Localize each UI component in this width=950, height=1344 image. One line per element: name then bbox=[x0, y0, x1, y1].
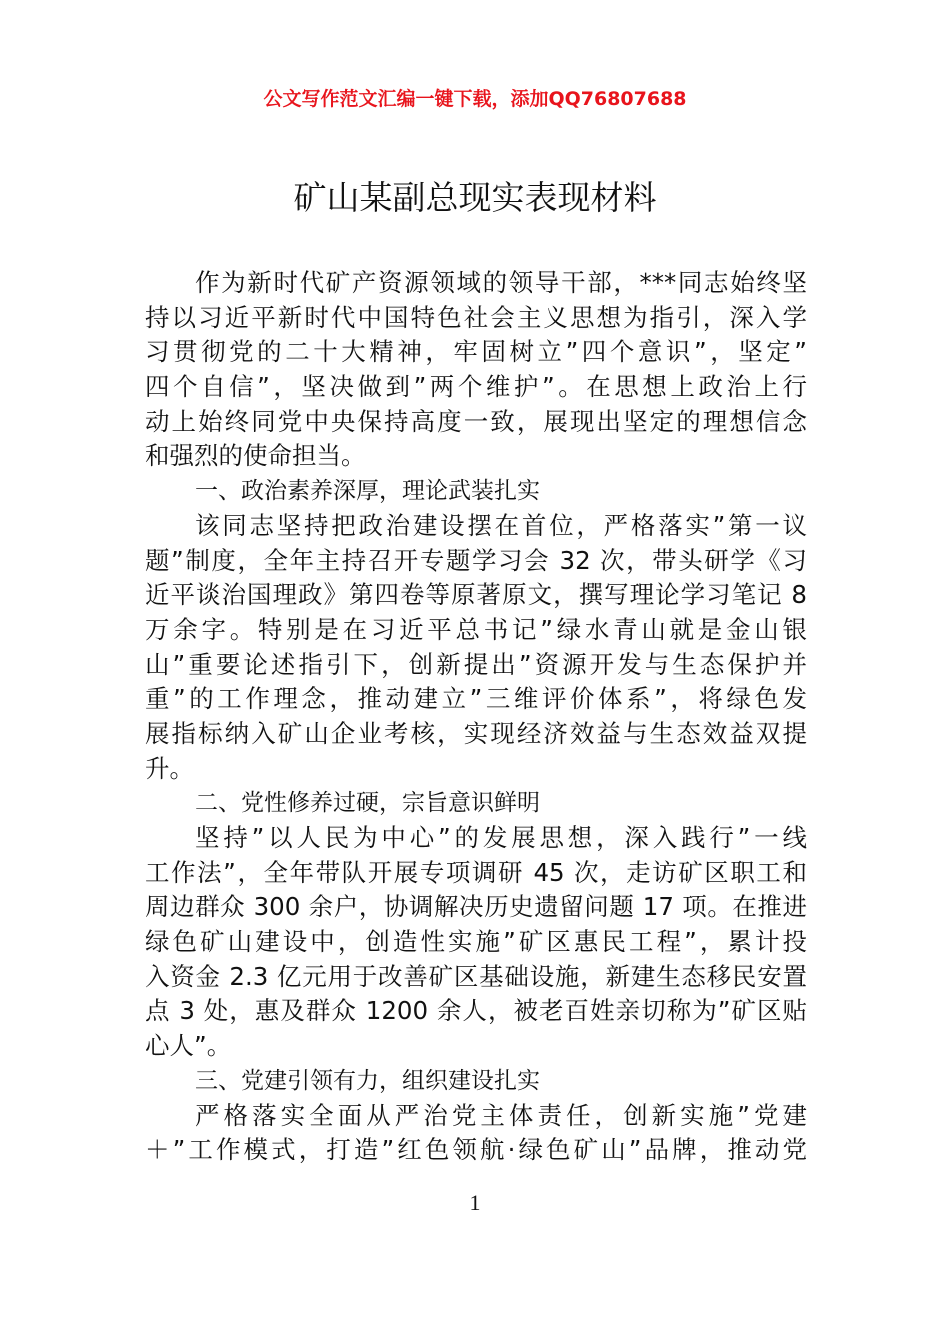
paragraph-line: 持以习近平新时代中国特色社会主义思想为指引，深入学 bbox=[145, 302, 807, 332]
paragraph-line: 题”制度，全年主持召开专题学习会 32 次，带头研学《习 bbox=[145, 545, 807, 575]
paragraph-line: 习贯彻党的二十大精神，牢固树立”四个意识”，坚定” bbox=[145, 337, 807, 367]
paragraph-line: 展指标纳入矿山企业考核，实现经济效益与生态效益双提 bbox=[145, 718, 807, 748]
paragraph-line: 重”的工作理念，推动建立”三维评价体系”，将绿色发 bbox=[145, 684, 807, 714]
document-body bbox=[145, 266, 807, 1168]
page-number: 1 bbox=[469, 1190, 481, 1215]
paragraph-line: 坚持”以人民为中心”的发展思想，深入践行”一线 bbox=[195, 823, 807, 852]
paragraph-line: 四个自信”，坚决做到”两个维护”。在思想上政治上行 bbox=[145, 372, 807, 402]
paragraph-line: 绿色矿山建设中，创造性实施”矿区惠民工程”，累计投 bbox=[145, 927, 807, 957]
paragraph-line: 严格落实全面从严治党主体责任，创新实施”党建 bbox=[195, 1100, 807, 1130]
paragraph-line: 点 3 处，惠及群众 1200 余人，被老百姓亲切称为”矿区贴 bbox=[145, 996, 807, 1026]
paragraph-line: ＋”工作模式，打造”红色领航·绿色矿山”品牌，推动党 bbox=[145, 1135, 807, 1165]
paragraph-line: 升。 bbox=[145, 753, 194, 783]
section-heading: 二、党性修养过硬，宗旨意识鲜明 bbox=[195, 790, 540, 817]
paragraph-line: 作为新时代矿产资源领域的领导干部，***同志始终坚 bbox=[195, 268, 807, 297]
paragraph-line: 和强烈的使命担当。 bbox=[145, 441, 366, 471]
paragraph-line: 心人”。 bbox=[145, 1031, 232, 1061]
paragraph-line: 工作法”，全年带队开展专项调研 45 次，走访矿区职工和 bbox=[145, 857, 807, 887]
paragraph-line: 万余字。特别是在习近平总书记”绿水青山就是金山银 bbox=[145, 614, 807, 644]
paragraph-line: 近平谈治国理政》第四卷等原著原文，撰写理论学习笔记 8 bbox=[145, 580, 807, 610]
document-title: 矿山某副总现实表现材料 bbox=[293, 178, 657, 217]
paragraph-line: 该同志坚持把政治建设摆在首位，严格落实”第一议 bbox=[195, 510, 807, 540]
paragraph-line: 山”重要论述指引下，创新提出”资源开发与生态保护并 bbox=[145, 649, 807, 679]
paragraph-line: 入资金 2.3 亿元用于改善矿区基础设施，新建生态移民安置 bbox=[145, 961, 807, 991]
promo-header: 公文写作范文汇编一键下载，添加QQ76807688 bbox=[263, 88, 687, 110]
section-heading: 一、政治素养深厚，理论武装扎实 bbox=[195, 478, 540, 505]
paragraph-line: 周边群众 300 余户，协调解决历史遗留问题 17 项。在推进 bbox=[145, 892, 807, 922]
section-heading: 三、党建引领有力，组织建设扎实 bbox=[195, 1067, 540, 1094]
paragraph-line: 动上始终同党中央保持高度一致，展现出坚定的理想信念 bbox=[145, 406, 807, 436]
